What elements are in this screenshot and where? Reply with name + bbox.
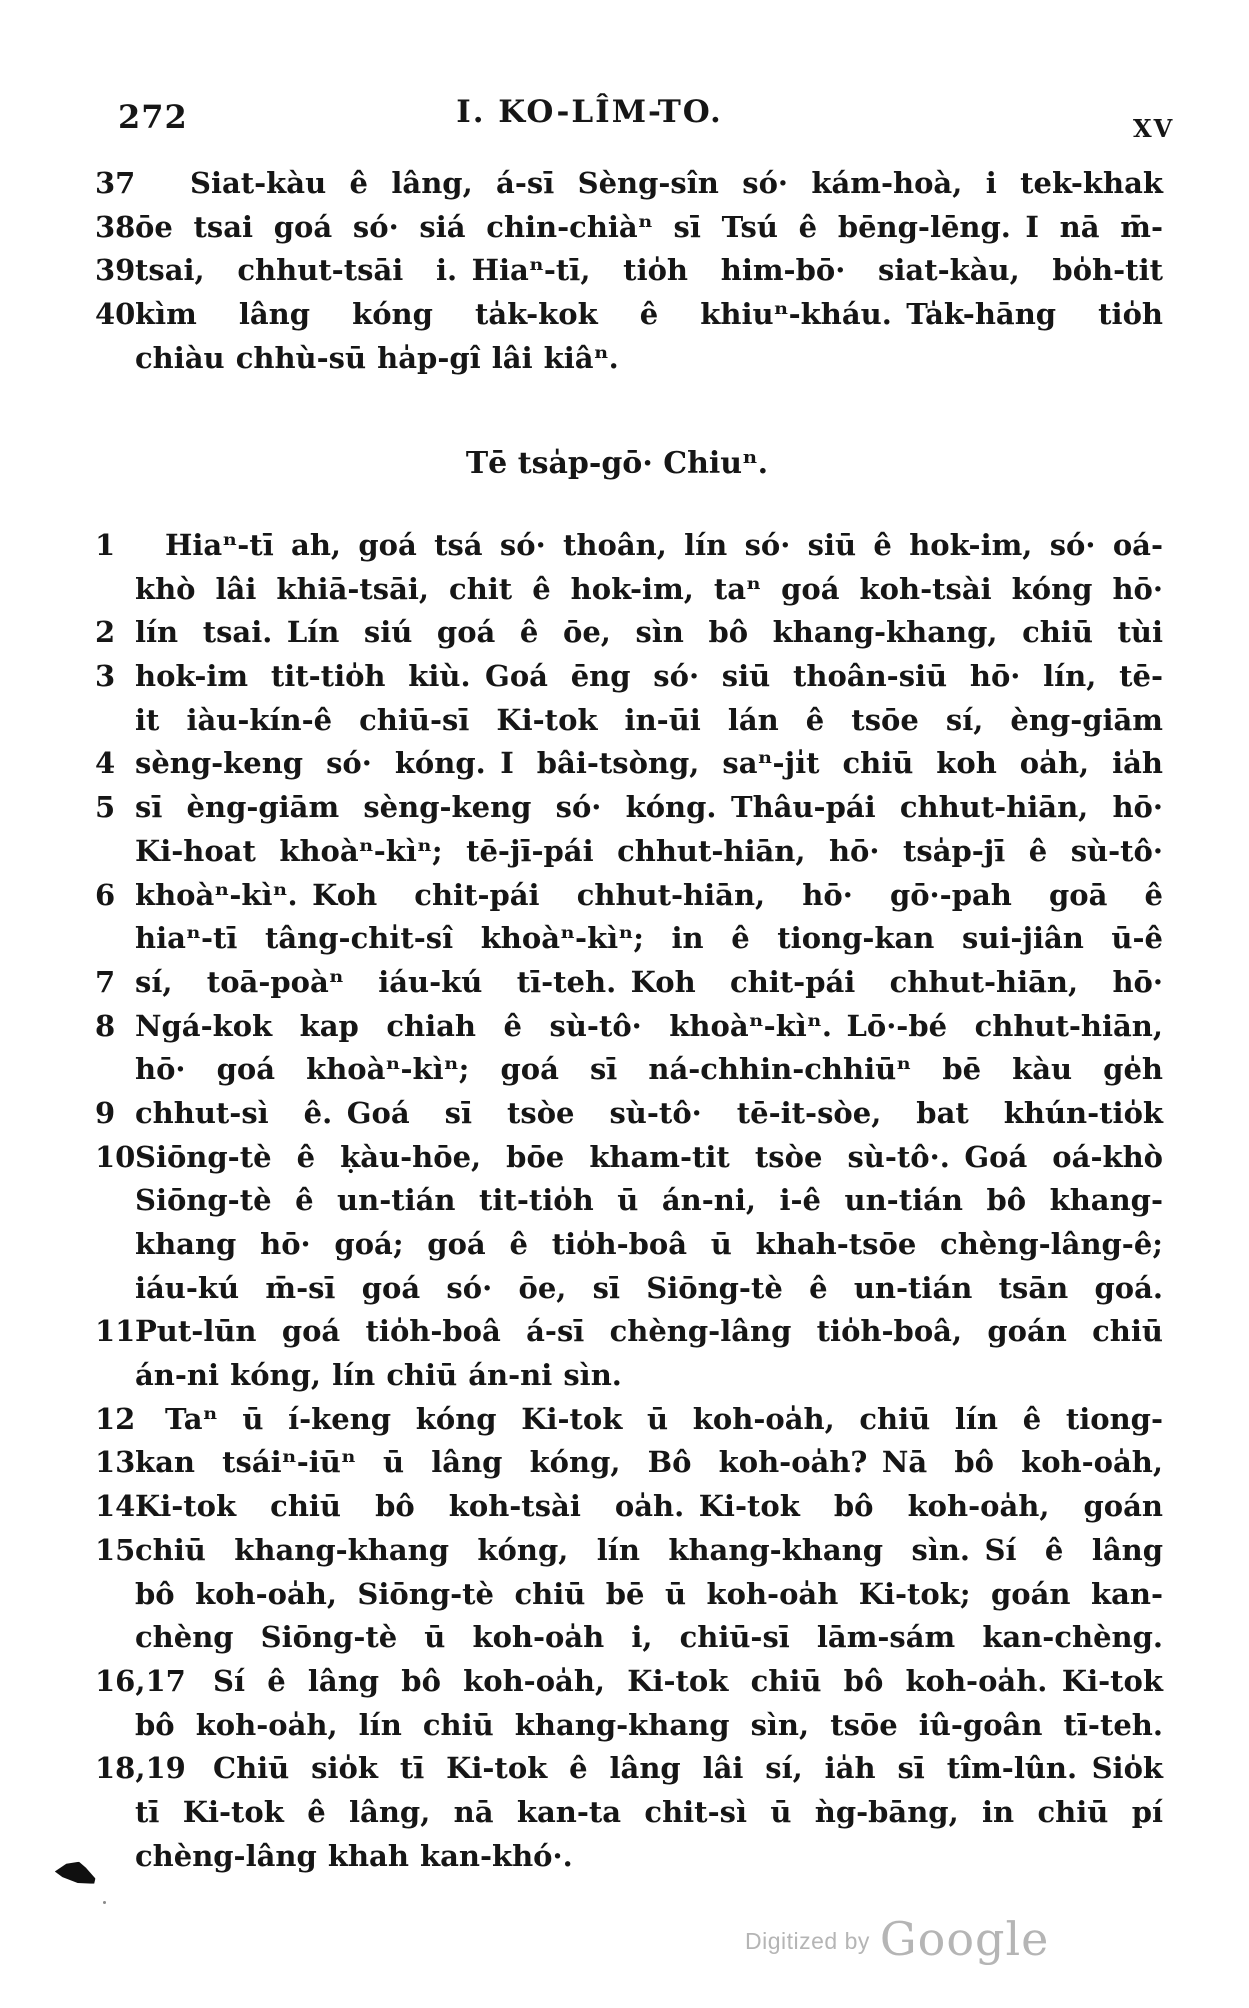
text-line	[95, 611, 1163, 655]
verse-number: 4	[95, 746, 116, 781]
text-line	[95, 1835, 1163, 1879]
digitized-watermark	[745, 1912, 1049, 1966]
line-text: hō· goá khoàⁿ-kìⁿ; goá sī ná-chhin-chhiūⁿ bē kàu ge̍h	[135, 1052, 1163, 1087]
line-text: kan tsáiⁿ-iūⁿ ū lâng kóng, Bô koh-oa̍h? Nā bô koh-oa̍h,	[135, 1445, 1163, 1480]
verse-number: 1	[95, 528, 116, 562]
line-text: sī èng-giām sèng-keng só· kóng. Thâu-pái chhut-hiān, hō·	[135, 790, 1163, 825]
line-text: Ki-tok chiū bô koh-tsài oa̍h. Ki-tok bô koh-oa̍h, goán	[135, 1489, 1163, 1524]
text-line	[95, 1616, 1163, 1660]
text-line	[95, 1005, 1163, 1049]
text-line	[95, 1791, 1163, 1835]
text-line	[95, 742, 1163, 786]
verse-number: 39	[95, 253, 136, 288]
line-text: Put-lūn goá tio̍h-boâ á-sī chèng-lâng tio̍h-boâ, goán chiū	[135, 1314, 1163, 1349]
line-text: Sí ê lâng bô koh-oa̍h, Ki-tok chiū bô koh-oa̍h. Ki-tok	[213, 1663, 1163, 1698]
text-line	[95, 1660, 1163, 1704]
line-text: sí, toā-poàⁿ iáu-kú tī-teh. Koh chit-pái chhut-hiān, hō·	[135, 964, 1163, 999]
text-line	[95, 917, 1163, 961]
line-text: bô koh-oa̍h, Siōng-tè chiū bē ū koh-oa̍h Ki-tok; goán kan-	[135, 1576, 1163, 1611]
line-text: chèng Siōng-tè ū koh-oa̍h i, chiū-sī lām-sám kan-chèng.	[135, 1620, 1163, 1655]
text-line	[95, 337, 1163, 381]
text-line	[95, 1310, 1163, 1354]
google-logo: Google	[879, 1912, 1050, 1966]
verse-number: 5	[95, 790, 116, 825]
text-line	[95, 162, 1163, 206]
ink-dot-artifact	[103, 1901, 106, 1904]
verse-text-block-top	[95, 162, 1163, 380]
line-text: Ngá-kok kap chiah ê sù-tô· khoàⁿ-kìⁿ. Lō·-bé chhut-hiān,	[135, 1008, 1163, 1043]
text-line	[95, 655, 1163, 699]
line-text: khò lâi khiā-tsāi, chit ê hok-im, taⁿ goá koh-tsài kóng hō·	[135, 571, 1163, 606]
line-text: chhut-sì ê. Goá sī tsòe sù-tô· tē-it-sòe, bat khún-tio̍k	[135, 1095, 1163, 1130]
ink-smudge-artifact	[54, 1861, 96, 1887]
text-line	[95, 1048, 1163, 1092]
line-text: it iàu-kín-ê chiū-sī Ki-tok in-ūi lán ê tsōe sí, èng-giām	[135, 702, 1163, 737]
line-text: Siat-kàu ê lâng, á-sī Sèng-sîn só· kám-hoà, i tek-khak	[190, 166, 1163, 200]
verse-number: 3	[95, 659, 116, 694]
text-line	[95, 1529, 1163, 1573]
line-text: chiàu chhù-sū ha̍p-gî lâi kiâⁿ.	[135, 340, 619, 375]
verse-number: 18,19	[95, 1751, 186, 1786]
verse-number: 40	[95, 297, 136, 332]
text-line	[95, 1354, 1163, 1398]
verse-number: 12	[95, 1401, 136, 1436]
verse-number: 10	[95, 1139, 136, 1174]
chapter-marker-roman-numeral: XV	[1133, 114, 1175, 143]
verse-number: 15	[95, 1532, 136, 1567]
verse-number: 14	[95, 1489, 136, 1524]
text-line	[95, 568, 1163, 612]
line-text: hok-im tit-tio̍h kiù. Goá ēng só· siū thoân-siū hō· lín, tē-	[135, 659, 1163, 694]
verse-number: 6	[95, 877, 116, 912]
text-line	[95, 1485, 1163, 1529]
text-line	[95, 874, 1163, 918]
text-line	[95, 1223, 1163, 1267]
text-line	[95, 961, 1163, 1005]
verse-number: 16,17	[95, 1663, 186, 1698]
line-text: chiū khang-khang kóng, lín khang-khang sìn. Sí ê lâng	[135, 1532, 1163, 1567]
line-text: Ki-hoat khoàⁿ-kìⁿ; tē-jī-pái chhut-hiān, hō· tsa̍p-jī ê sù-tô·	[135, 833, 1163, 868]
line-text: khang hō· goá; goá ê tio̍h-boâ ū khah-tsōe chèng-lâng-ê;	[135, 1227, 1163, 1261]
line-text: sèng-keng só· kóng. I bâi-tsòng, saⁿ-ji̍t chiū koh oa̍h, ia̍h	[135, 746, 1163, 781]
line-text: tsai, chhut-tsāi i. Hiaⁿ-tī, tio̍h him-bō· siat-kàu, bo̍h-tit	[135, 253, 1163, 288]
text-line	[95, 293, 1163, 337]
text-line	[95, 1441, 1163, 1485]
text-line	[95, 1398, 1163, 1442]
line-text: ōe tsai goá só· siá chin-chiàⁿ sī Tsú ê bēng-lēng. I nā m̄-	[135, 209, 1163, 244]
line-text: iáu-kú m̄-sī goá só· ōe, sī Siōng-tè ê un-tián tsān goá.	[135, 1270, 1163, 1305]
line-text: Hiaⁿ-tī ah, goá tsá só· thoân, lín só· siū ê hok-im, só· oá-	[165, 528, 1163, 562]
verse-number: 38	[95, 209, 136, 244]
text-line	[95, 1573, 1163, 1617]
watermark-prefix: Digitized by	[745, 1928, 870, 1954]
text-line	[95, 1092, 1163, 1136]
verse-number: 8	[95, 1008, 116, 1043]
text-line	[95, 1704, 1163, 1748]
verse-text-block-main	[95, 524, 1163, 1878]
verse-number: 9	[95, 1095, 116, 1130]
line-text: tī Ki-tok ê lâng, nā kan-ta chit-sì ū ǹg-bāng, in chiū pí	[135, 1794, 1163, 1829]
line-text: Taⁿ ū í-keng kóng Ki-tok ū koh-oa̍h, chiū lín ê tiong-	[165, 1401, 1163, 1436]
verse-number: 2	[95, 615, 116, 650]
chapter-heading: Tē tsa̍p-gō· Chiuⁿ.	[465, 446, 769, 481]
text-line	[95, 699, 1163, 743]
text-line	[95, 1747, 1163, 1791]
text-line	[95, 524, 1163, 568]
line-text: Chiū sio̍k tī Ki-tok ê lâng lâi sí, ia̍h sī tîm-lûn. Sio̍k	[213, 1751, 1163, 1786]
verse-number: 37	[95, 166, 136, 200]
line-text: khoàⁿ-kìⁿ. Koh chit-pái chhut-hiān, hō· gō·-pah goā ê	[135, 877, 1163, 912]
text-line	[95, 1136, 1163, 1180]
verse-number: 13	[95, 1445, 136, 1480]
text-line	[95, 786, 1163, 830]
page-number: 272	[118, 98, 188, 136]
text-line	[95, 249, 1163, 293]
line-text: kìm lâng kóng ta̍k-kok ê khiuⁿ-kháu. Ta̍k-hāng tio̍h	[135, 297, 1163, 332]
verse-number: 7	[95, 964, 116, 999]
verse-number: 11	[95, 1314, 136, 1349]
line-text: Siōng-tè ê ḳàu-hōe, bōe kham-tit tsòe sù-tô·. Goá oá-khò	[135, 1139, 1163, 1174]
text-line	[95, 830, 1163, 874]
text-line	[95, 206, 1163, 250]
line-text: chèng-lâng khah kan-khó·.	[135, 1838, 573, 1873]
line-text: lín tsai. Lín siú goá ê ōe, sìn bô khang-khang, chiū tùi	[135, 615, 1163, 650]
line-text: Siōng-tè ê un-tián tit-tio̍h ū án-ni, i-ê un-tián bô khang-	[135, 1183, 1163, 1218]
line-text: án-ni kóng, lín chiū án-ni sìn.	[135, 1358, 622, 1393]
text-line	[95, 1267, 1163, 1311]
line-text: bô koh-oa̍h, lín chiū khang-khang sìn, tsōe iû-goân tī-teh.	[135, 1707, 1163, 1742]
text-line	[95, 1179, 1163, 1223]
line-text: hiaⁿ-tī tâng-chi̍t-sî khoàⁿ-kìⁿ; in ê tiong-kan sui-jiân ū-ê	[135, 921, 1163, 956]
running-title: I. KO-LÎM-TO.	[456, 94, 723, 130]
